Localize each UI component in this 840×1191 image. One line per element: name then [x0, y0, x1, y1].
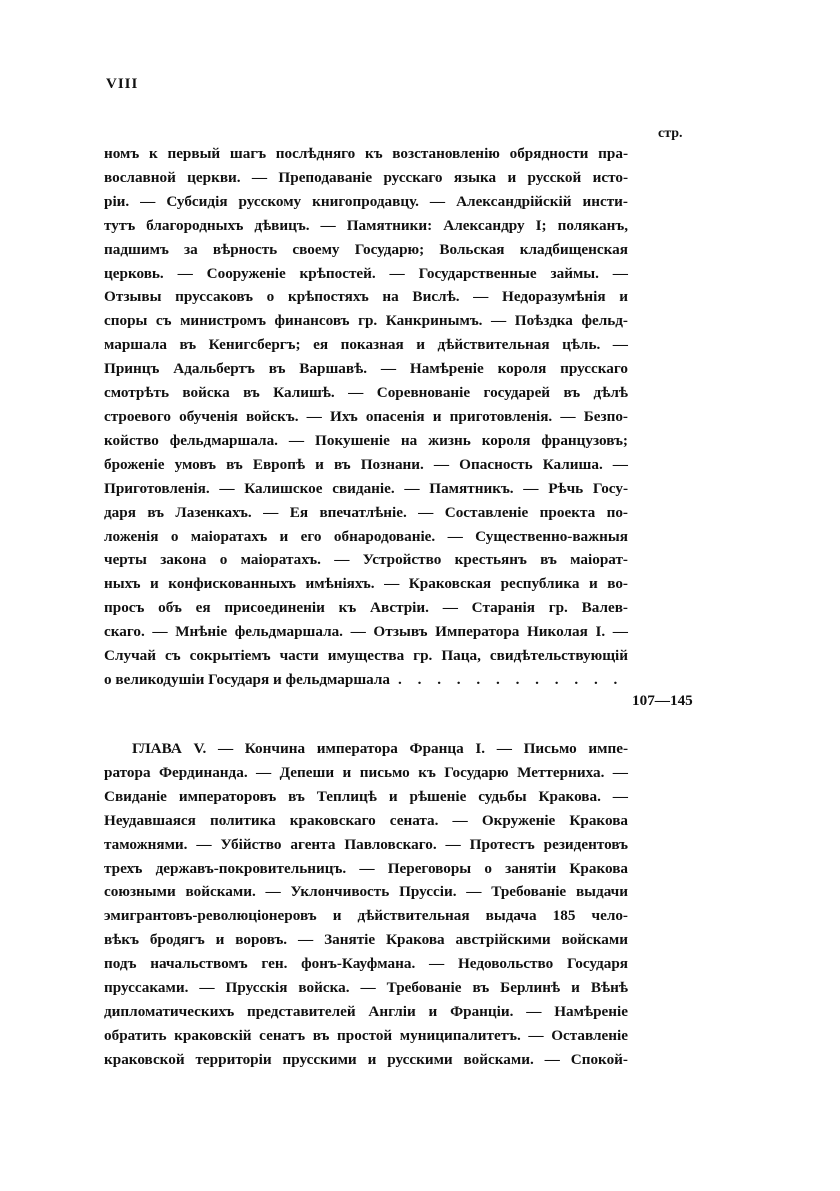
text-line: таможнями. — Убійство агента Павловскаго. — Протестъ резидентовъ: [104, 835, 628, 853]
text-line: броженіе умовъ въ Европѣ и въ Познани. — Опасность Калиша. —: [104, 455, 628, 473]
text-line: черты закона о маіоратахъ. — Устройство крестьянъ въ маіорат-: [104, 551, 628, 569]
text-line: тутъ благородныхъ дѣвицъ. — Памятники: Александру I; поляканъ,: [104, 216, 628, 234]
text-line: ныхъ и конфискованныхъ имѣніяхъ. — Краковская республика и во-: [104, 575, 628, 593]
dot-leader: [398, 668, 624, 692]
text-line: обратить краковскій сенатъ въ простой муниципалитетъ. — Оставленіе: [104, 1026, 628, 1044]
text-line: койство фельдмаршала. — Покушеніе на жизнь короля французовъ;: [104, 431, 628, 449]
text-line: Отзывы пруссаковъ о крѣпостяхъ на Вислѣ. — Недоразумѣнія и: [104, 288, 628, 306]
page-column-header: стр.: [658, 126, 683, 141]
text-line: даря въ Лазенкахъ. — Ея впечатлѣніе. — Составленіе проекта по-: [104, 503, 628, 521]
text-line: подъ начальствомъ ген. фонъ-Кауфмана. — Недовольство Государя: [104, 955, 628, 973]
text-line: Случай съ сокрытіемъ части имущества гр. Паца, свидѣтельствующій: [104, 647, 628, 665]
text-line: дипломатическихъ представителей Англіи и Франціи. — Намѣреніе: [104, 1002, 628, 1020]
text-line: о великодушіи Государя и фельдмаршала: [104, 670, 390, 688]
toc-entry-chapter-4-continued: [104, 142, 628, 692]
text-line: ріи. — Субсидія русскому книгопродавцу. — Александрійскій инсти-: [104, 192, 628, 210]
text-line: пруссаками. — Прусскія войска. — Требованіе въ Берлинѣ и Вѣнѣ: [104, 979, 628, 997]
text-line: ратора Фердинанда. — Депеши и письмо къ Государю Меттерниха. —: [104, 763, 628, 781]
text-line: смотрѣть войска въ Калишѣ. — Соревнованіе государей въ дѣлѣ: [104, 384, 628, 402]
page-range: 107—145: [632, 692, 693, 709]
text-line: церковь. — Сооруженіе крѣпостей. — Государственные займы. —: [104, 264, 628, 282]
text-line: краковской территоріи прусскими и русскими войсками. — Спокой-: [104, 1050, 628, 1068]
final-line-with-leader: [104, 668, 628, 692]
text-line: трехъ державъ-покровительницъ. — Переговоры о занятіи Кракова: [104, 859, 628, 877]
text-line: маршала въ Кенигсбергъ; ея показная и дѣйствительная цѣль. —: [104, 336, 628, 354]
text-line: падшимъ за вѣрность своему Государю; Вольская кладбищенская: [104, 240, 628, 258]
toc-entry-chapter-5: [104, 737, 628, 1072]
text-line: скаго. — Мнѣніе фельдмаршала. — Отзывъ Императора Николая I. —: [104, 623, 628, 641]
chapter-heading-line: ГЛАВА V. — Кончина императора Франца I. — Письмо импе-: [132, 740, 628, 757]
text-line: Приготовленія. — Калишское свиданіе. — Памятникъ. — Рѣчь Госу-: [104, 479, 628, 497]
text-line: вѣкъ бродягъ и воровъ. — Занятіе Кракова австрійскими войсками: [104, 931, 628, 949]
text-line: строевого обученія войскъ. — Ихъ опасенія и приготовленія. — Безпо-: [104, 407, 628, 425]
text-line: Неудавшаяся политика краковскаго сената. — Окруженіе Кракова: [104, 811, 628, 829]
page-number: VIII: [106, 76, 139, 92]
text-line: эмигрантовъ-революціонеровъ и дѣйствительная выдача 185 чело-: [104, 907, 628, 925]
text-line: номъ к первый шагъ послѣдняго къ возстановленію обрядности пра-: [104, 145, 628, 162]
text-line: ложенія о маіоратахъ и его обнародованіе. — Существенно-важныя: [104, 527, 628, 545]
text-line: Свиданіе императоровъ въ Теплицѣ и рѣшеніе судьбы Кракова. —: [104, 787, 628, 805]
text-line: просъ объ ея присоединеніи къ Австріи. — Старанія гр. Валев-: [104, 599, 628, 617]
text-line: Принцъ Адальбертъ въ Варшавѣ. — Намѣреніе короля прусскаго: [104, 360, 628, 378]
text-line: вославной церкви. — Преподаваніе русскаго языка и русской исто-: [104, 168, 628, 186]
text-line: союзными войсками. — Уклончивость Пруссіи. — Требованіе выдачи: [104, 883, 628, 901]
text-line: споры съ министромъ финансовъ гр. Канкринымъ. — Поѣздка фельд-: [104, 312, 628, 330]
